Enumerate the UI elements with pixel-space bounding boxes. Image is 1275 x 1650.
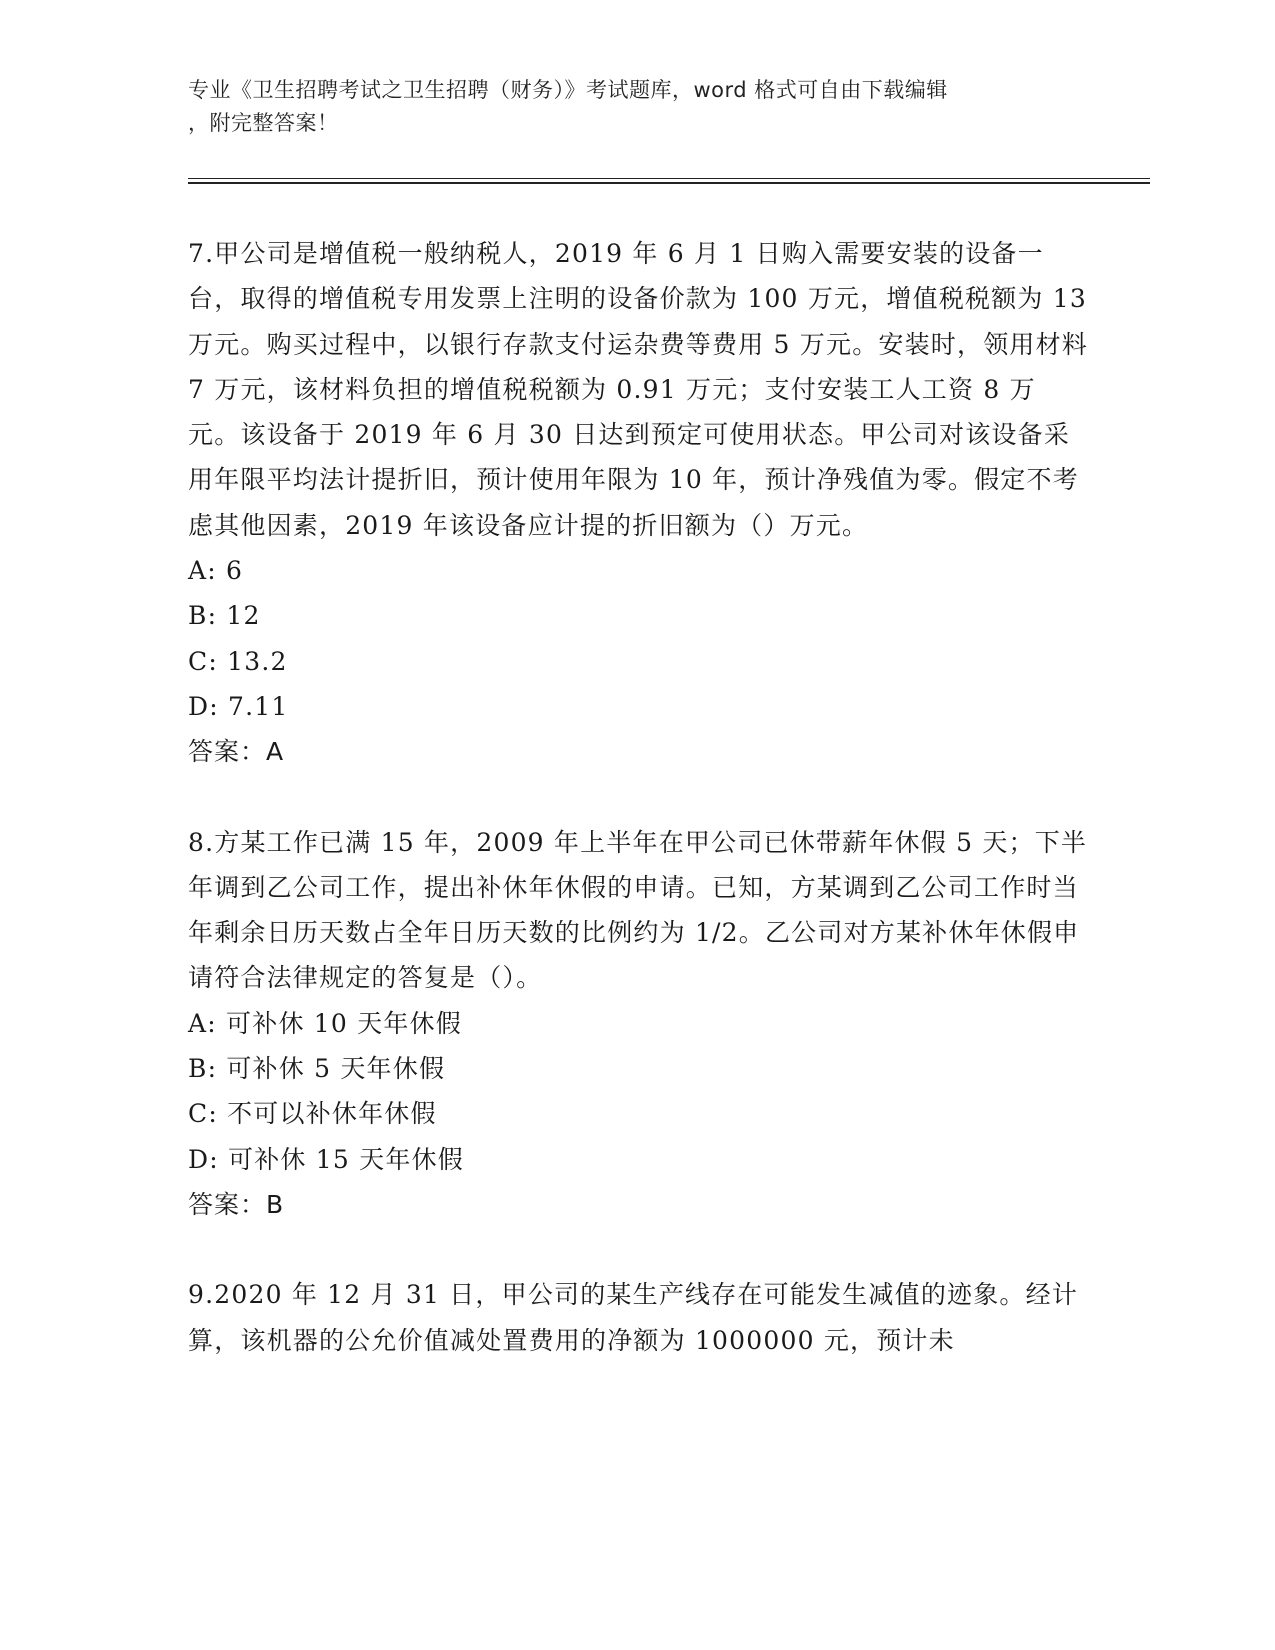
question-8 [188,820,1088,1228]
spacer [188,1227,1088,1272]
option-text: 可补休 10 天年休假 [226,1008,462,1038]
option-text: 不可以补休年休假 [227,1099,437,1129]
header-divider-thin [188,178,1150,179]
question-7 [188,231,1088,775]
option-d [188,1137,1088,1182]
option-text: 12 [226,601,261,631]
option-b [188,593,1088,638]
question-stem: 8.方某工作已满 15 年，2009 年上半年在甲公司已休带薪年休假 5 天；下半年调到乙公司工作，提出补休年休假的申请。已知，方某调到乙公司工作时当年剩余日历天数占全年日历天数的比例约为 1/2。乙公司对方某补休年休假申请符合法律规定的答复是（）。 [188,827,1088,993]
header-divider-thick [188,182,1150,184]
option-letter: D: [188,691,219,721]
option-letter: A: [188,1008,217,1038]
option-letter: A: [188,556,217,586]
header-line-2: ，附完整答案！ [188,111,339,135]
option-b [188,1046,1088,1091]
document-header [188,74,1088,140]
option-text: 可补休 5 天年休假 [226,1054,446,1084]
option-letter: B: [188,1054,218,1084]
question-stem: 7.甲公司是增值税一般纳税人，2019 年 6 月 1 日购入需要安装的设备一台，取得的增值税专用发票上注明的设备价款为 100 万元，增值税税额为 13 万元。购买过程中，以银行存款支付运杂费等费用 5 万元。安装时，领用材料 7 万元，该材料负担的增值税税额为 0.91 万元；支付安装工人工资 8 万元。该设备于 2019 年 6 月 30 日达到预定可使用状态。甲公司对该设备采用年限平均法计提折旧，预计使用年限为 10 年，预计净残值为零。假定不考虑其他因素，2019 年该设备应计提的折旧额为（）万元。 [188,239,1089,540]
option-letter: B: [188,601,218,631]
spacer [188,775,1088,820]
option-text: 7.11 [228,691,289,721]
option-a [188,548,1088,593]
answer-label: 答案：B [188,1189,285,1219]
question-9 [188,1272,1088,1363]
answer-label: 答案：A [188,737,285,767]
question-stem: 9.2020 年 12 月 31 日，甲公司的某生产线存在可能发生减值的迹象。经计算，该机器的公允价值减处置费用的净额为 1000000 元，预计未 [188,1280,1079,1355]
option-a [188,1001,1088,1046]
option-c [188,639,1088,684]
option-text: 13.2 [227,646,288,676]
option-text: 6 [226,556,244,586]
option-d [188,684,1088,729]
option-c [188,1091,1088,1136]
header-line-1: 专业《卫生招聘考试之卫生招聘（财务）》考试题库，word 格式可自由下载编辑 [188,78,948,102]
option-text: 可补休 15 天年休假 [228,1144,464,1174]
option-letter: D: [188,1144,219,1174]
option-letter: C: [188,1099,218,1129]
question-list [188,231,1088,1363]
option-letter: C: [188,646,218,676]
